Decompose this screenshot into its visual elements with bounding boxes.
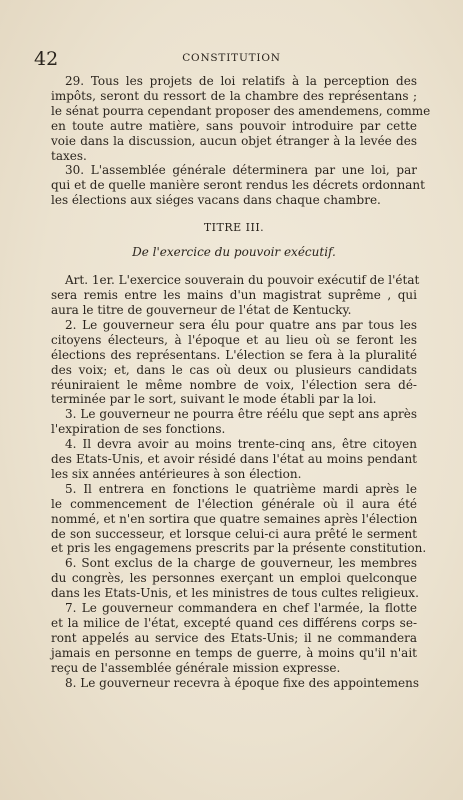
text-line: nommé, et n'en sortira que quatre semaines après l'élection (51, 511, 418, 526)
text-line: des voix; et, dans le cas où deux ou plusieurs candidats (51, 362, 417, 377)
text-line: terminée par le sort, suivant le mode établi par la loi. (51, 392, 377, 407)
article-paragraph (51, 74, 431, 163)
text-line: voie dans la discussion, aucun objet étranger à la levée des (51, 133, 417, 148)
text-line: 8. Le gouverneur recevra à époque fixe des appointemens (65, 675, 419, 690)
article-paragraph (51, 676, 417, 691)
article-paragraph (51, 407, 417, 437)
article-paragraph (51, 318, 417, 407)
text-line: le commencement de l'élection générale où il aura été (51, 496, 417, 511)
text-line: 30. L'assemblée générale déterminera par une loi, par (65, 163, 417, 178)
text-line: 5. Il entrera en fonctions le quatrième mardi après le (65, 481, 417, 496)
page-number: 42 (34, 48, 59, 70)
text-line: 7. Le gouverneur commandera en chef l'armée, la flotte (65, 601, 417, 616)
text-line: l'expiration de ses fonctions. (51, 422, 226, 437)
text-line: dans les Etats-Unis, et les ministres de tous cultes religieux. (51, 586, 419, 601)
text-line: et la milice de l'état, excepté quand ces différens corps se- (51, 616, 417, 630)
article-paragraph (51, 556, 417, 601)
text-line: taxes. (51, 148, 87, 163)
text-line: élections des représentans. L'élection se fera à la pluralité (51, 347, 417, 362)
text-line: les élections aux siéges vacans dans chaque chambre. (51, 193, 381, 208)
page-body (51, 74, 431, 691)
bottom-paragraphs (51, 273, 427, 690)
text-line: réuniraient le même nombre de voix, l'élection sera dé- (51, 377, 417, 392)
text-line: et pris les engagemens prescrits par la présente constitution. (51, 541, 427, 556)
text-line: 6. Sont exclus de la charge de gouverneur, les membres (65, 556, 417, 571)
text-line: Art. 1er. L'exercice souverain du pouvoir exécutif de l'état (65, 273, 420, 288)
top-paragraphs (51, 74, 431, 208)
article-paragraph (51, 437, 417, 482)
text-line: citoyens électeurs, à l'époque et au lieu où se feront les (51, 332, 417, 347)
text-line: des Etats-Unis, et avoir résidé dans l'état au moins pendant (51, 452, 417, 467)
text-line: les six années antérieures à son élection. (51, 466, 302, 481)
text-line: qui et de quelle manière seront rendus les décrets ordonnant (51, 178, 425, 193)
text-line: 29. Tous les projets de loi relatifs à la perception des (65, 74, 417, 88)
text-line: de son successeur, et lorsque celui-ci aura prêté le serment (51, 526, 417, 541)
article-paragraph (51, 481, 427, 557)
text-line: reçu de l'assemblée générale mission expresse. (51, 660, 341, 675)
text-line: aura le titre de gouverneur de l'état de Kentucky. (51, 302, 352, 317)
article-paragraph (51, 601, 417, 676)
text-line: en toute autre matière, sans pouvoir introduire par cette (51, 118, 417, 133)
text-line: 2. Le gouverneur sera élu pour quatre ans par tous les (65, 317, 417, 332)
text-line: du congrès, les personnes exerçant un emploi quelconque (51, 571, 417, 586)
text-line: impôts, seront du ressort de la chambre des représentans ; (51, 88, 417, 103)
text-line: sera remis entre les mains d'un magistrat suprême , qui (51, 288, 417, 303)
section-subtitle: De l'exercice du pouvoir exécutif. (132, 245, 336, 260)
text-line: 3. Le gouverneur ne pourra être réélu que sept ans après (65, 407, 417, 422)
text-line: ront appelés au service des Etats-Unis; il ne commandera (51, 630, 417, 645)
text-line: jamais en personne en temps de guerre, à moins qu'il n'ait (51, 645, 417, 660)
article-paragraph (51, 273, 420, 318)
page-header (0, 48, 463, 70)
article-paragraph (51, 163, 425, 208)
section-title: TITRE III. (203, 221, 265, 235)
running-title: CONSTITUTION (182, 52, 281, 64)
text-line: 4. Il devra avoir au moins trente-cinq ans, être citoyen (65, 437, 417, 452)
text-line: le sénat pourra cependant proposer des amendemens, comme (51, 103, 431, 118)
